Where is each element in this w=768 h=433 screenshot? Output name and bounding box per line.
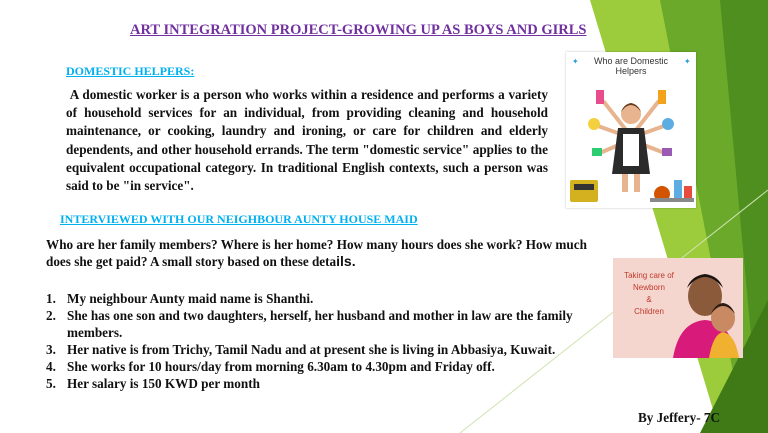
page-title: ART INTEGRATION PROJECT-GROWING UP AS BOYS AND GIRLS (130, 22, 587, 38)
multitasking-helper-illustration (566, 52, 696, 208)
list-number: 5. (46, 376, 56, 391)
list-item-text: My neighbour Aunty maid name is Shanthi. (67, 291, 314, 306)
list-number: 4. (46, 359, 56, 374)
list-item-text: She works for 10 hours/day from morning 6.30am to 4.30pm and Friday off. (67, 359, 495, 374)
caption-line: Children (634, 307, 664, 316)
image-caption-line: Who are Domestic (593, 56, 669, 66)
list-item-text: Her native is from Trichy, Tamil Nadu and at present she is living in Abbasiya, Kuwait. (67, 342, 556, 357)
list-item-text: Her salary is 150 KWD per month (67, 376, 260, 391)
list-item (46, 375, 616, 392)
list-item (46, 358, 616, 375)
list-item-text: She has one son and two daughters, herself, her husband and mother in law are the family members. (67, 308, 573, 340)
questions-text-tail: ils. (336, 253, 356, 269)
svg-text:✦: ✦ (572, 57, 579, 66)
image-caption-line: Helpers (615, 66, 647, 76)
domestic-worker-paragraph (66, 86, 548, 195)
list-number: 3. (46, 342, 56, 357)
caption-line: Taking care of (624, 271, 674, 280)
facts-list (46, 290, 616, 392)
list-item (46, 290, 616, 307)
list-number: 2. (46, 308, 56, 323)
section-heading-domestic-helpers: DOMESTIC HELPERS: (66, 64, 195, 78)
svg-text:✦: ✦ (684, 57, 691, 66)
list-number: 1. (46, 291, 56, 306)
caption-line: Newborn (632, 283, 665, 292)
childcare-image (613, 258, 743, 358)
list-item (46, 307, 616, 341)
childcare-caption (619, 270, 679, 318)
paragraph-text: A domestic worker is a person who works within a residence and performs a variety of household services for an individual, from providing cleaning and household maintenance, or cooking, laundry and ironing, or care for children and elderly dependents, and other household errands. The term "domestic service" applies to the equivalent occupational category. In traditional English contexts, such a person was said to be "in service". (66, 87, 548, 194)
caption-line: & (646, 295, 652, 304)
author-byline: By Jeffery- 7C (638, 410, 721, 425)
interview-questions (46, 236, 606, 270)
list-item (46, 341, 616, 358)
questions-text: Who are her family members? Where is her home? How many hours does she work? How much does she get paid? A small story based on these deta (46, 237, 587, 269)
domestic-helpers-image (566, 52, 696, 208)
section-heading-interview: INTERVIEWED WITH OUR NEIGHBOUR AUNTY HOUSE MAID (60, 212, 418, 226)
